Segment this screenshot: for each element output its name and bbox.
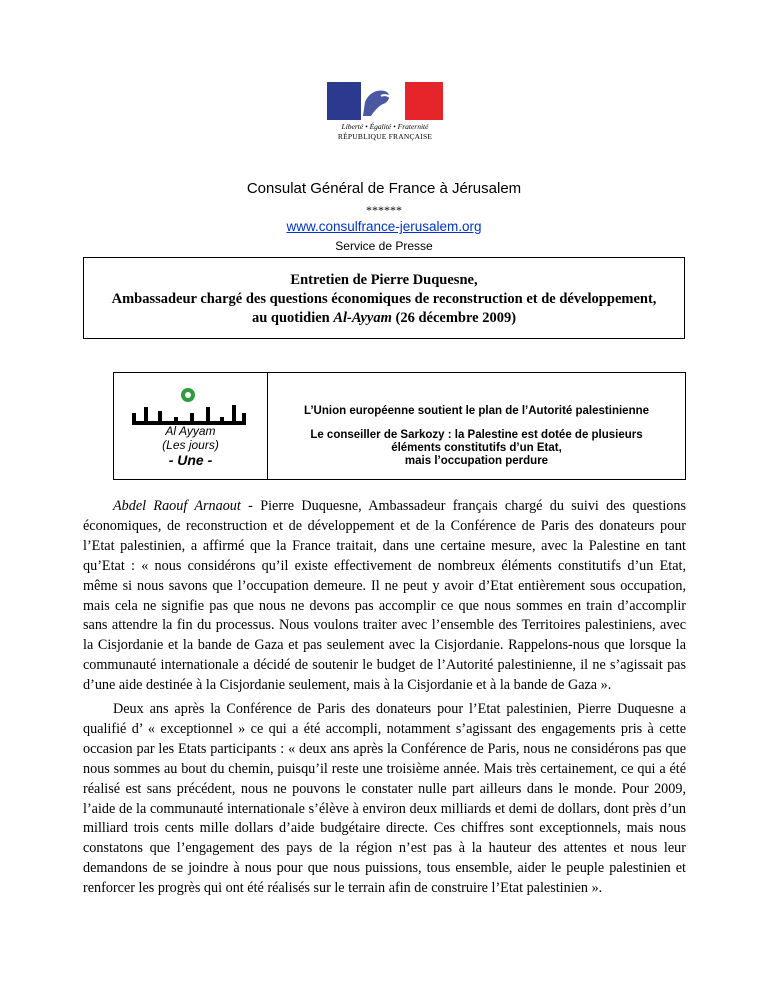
headline: L’Union européenne soutient le plan de l’Autorité palestinienne (303, 405, 650, 417)
paper-name: Al Ayyam (165, 424, 216, 438)
separator-stars: ****** (366, 203, 402, 217)
title-line-2: Ambassadeur chargé des questions économiques de reconstruction et de développement, (111, 291, 657, 307)
website-link[interactable]: www.consulfrance-jerusalem.org (286, 219, 482, 234)
press-summary-table (113, 372, 686, 480)
headlines-cell (268, 373, 685, 479)
document-title-box (83, 257, 685, 339)
title-line-1: Entretien de Pierre Duquesne, (290, 272, 478, 288)
newspaper-name: Al-Ayyam (333, 310, 392, 326)
title-line-3: au quotidien Al-Ayyam (26 décembre 2009) (251, 310, 517, 326)
author-name: Abdel Raouf Arnaout (113, 498, 241, 514)
marianne-flag-emblem (327, 82, 443, 120)
motto: Liberté • Égalité • Fraternité (341, 122, 429, 131)
newspaper-cell (114, 373, 268, 479)
marianne-profile-icon (361, 82, 405, 120)
al-ayyam-logo (126, 383, 251, 427)
article-paragraph-1: Abdel Raouf Arnaout - Pierre Duquesne, Ambassadeur français chargé du suivi des questions économiques, de reconstruction et de développement et de la Conférence de Paris des donateurs pour l’Etat palestinien, a affirmé que la France traitait, dans une certaine mesure, avec la Palestine en tant qu’Etat : « nous considérons qu’il existe effectivement de nombreux éléments constitutifs d’un Etat, même si nous savons que l’occupation demeure. Il ne peut y avoir d’Etat entièrement sous occupation, mais cela ne signifie pas que nous ne devons pas accomplir ce que nous sommes en train d’accomplir sans attendre la fin du processus. Nous voulons traiter avec l’ensemble des Territoires palestiniens, avec la Cisjordanie et la bande de Gaza et pas seulement avec la Cisjordanie. Rappelons-nous que lorsque la communauté internationale a décidé de soutenir le budget de l’Autorité palestinienne, il ne s’agissait pas d’une aide destinée à la Cisjordanie seulement, mais à la Cisjordanie et à la bande de Gaza ». (83, 498, 686, 694)
article-paragraph-2: Deux ans après la Conférence de Paris des donateurs pour l’Etat palestinien, Pierre Duquesne a qualifié d’ « exceptionnel » ce qui a été accompli, notamment s’agissant des engagements pris à cette occasion par les Etats participants : « deux ans après la Conférence de Paris, nous ne considérons pas que nous sommes au bout du chemin, puisqu’il reste une troisième année. Mais très certainement, ce qui a été réalisé est sans précédent, nous ne pouvons le constater nulle part ailleurs dans le monde. Pour 2009, l’aide de la communauté internationale s’élève à environ deux milliards et demi de dollars, dont près d’un milliard trois cents mille dollars d’aide budgétaire directe. Ces chiffres sont exceptionnels, mais nous constatons que l’engagement des pays de la région n’est pas à la hauteur des attentes et nous leur demandons de se joindre à nous pour que nous puissions, tous ensemble, aider le peuple palestinien et renforcer les progrès qui ont été réalisés sur le terrain afin de construire l’Etat palestinien ». (83, 701, 686, 897)
paper-translation: (Les jours) (162, 438, 219, 452)
section-label: - Une - (168, 452, 213, 468)
consulat-name: Consulat Général de France à Jérusalem (246, 180, 522, 197)
republique-label: RÉPUBLIQUE FRANÇAISE (337, 132, 433, 141)
service-label: Service de Presse (335, 239, 433, 253)
subheadline: Le conseiller de Sarkozy : la Palestine est dotée de plusieurs éléments constitutifs d’un Etat, mais l’occupation perdure (310, 429, 643, 467)
republique-francaise-logo (327, 82, 443, 172)
